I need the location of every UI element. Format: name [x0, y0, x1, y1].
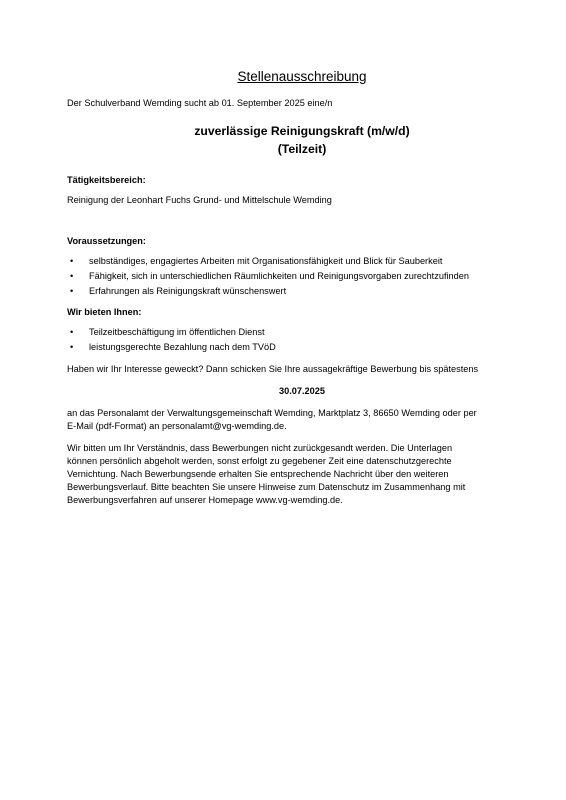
intro-text: Der Schulverband Wemding sucht ab 01. September 2025 eine/n [67, 98, 333, 108]
interest-text: Haben wir Ihr Interesse geweckt? Dann schicken Sie Ihre aussagekräftige Bewerbung bis spätestens [67, 364, 479, 374]
closing-line: können persönlich abgeholt werden, sonst erfolgt zu gegebener Zeit eine datenschutzgerechte [67, 456, 452, 466]
document-title: Stellenausschreibung [237, 69, 367, 84]
offer-heading: Wir bieten Ihnen: [67, 307, 142, 317]
closing-line: Wir bitten um Ihr Verständnis, dass Bewerbungen nicht zurückgesandt werden. Die Unterlagen [67, 443, 453, 453]
list-item-text: Fähigkeit, sich in unterschiedlichen Räumlichkeiten und Reinigungsvorgaben zurechtzufinden [89, 271, 469, 281]
area-heading: Tätigkeitsbereich: [67, 175, 146, 185]
bullet-icon: • [70, 256, 74, 266]
address-line: an das Personalamt der Verwaltungsgemeinschaft Wemding, Marktplatz 3, 86650 Wemding oder per [67, 408, 477, 418]
offer-list [67, 326, 507, 354]
list-item [67, 326, 507, 339]
list-item-text: Erfahrungen als Reinigungskraft wünschenswert [89, 286, 287, 296]
requirements-heading: Voraussetzungen: [67, 236, 146, 246]
list-item [67, 255, 507, 268]
list-item-text: Teilzeitbeschäftigung im öffentlichen Dienst [89, 327, 265, 337]
list-item [67, 341, 507, 354]
area-text: Reinigung der Leonhart Fuchs Grund- und Mittelschule Wemding [67, 195, 332, 205]
list-item-text: leistungsgerechte Bezahlung nach dem TVöD [89, 342, 276, 352]
requirements-list [67, 255, 507, 298]
list-item [67, 270, 507, 283]
list-item [67, 285, 507, 298]
bullet-icon: • [70, 286, 74, 296]
bullet-icon: • [70, 271, 74, 281]
address-line: E-Mail (pdf-Format) an personalamt@vg-wemding.de. [67, 421, 287, 431]
closing-line: Vernichtung. Nach Bewerbungsende erhalten Sie entsprechende Nachricht über den weiteren [67, 469, 449, 479]
application-deadline: 30.07.2025 [279, 386, 325, 396]
bullet-icon: • [70, 327, 74, 337]
closing-line: Bewerbungsverfahren auf unserer Homepage www.vg-wemding.de. [67, 495, 343, 505]
bullet-icon: • [70, 342, 74, 352]
list-item-text: selbständiges, engagiertes Arbeiten mit Organisationsfähigkeit und Blick für Sauberkeit [89, 256, 443, 266]
closing-line: Bewerbungsverlauf. Bitte beachten Sie unsere Hinweise zum Datenschutz im Zusammenhang mit [67, 482, 466, 492]
document-page [67, 68, 507, 507]
job-subtitle: (Teilzeit) [277, 142, 327, 156]
job-title: zuverlässige Reinigungskraft (m/w/d) [194, 124, 410, 138]
closing-paragraph [67, 442, 507, 507]
